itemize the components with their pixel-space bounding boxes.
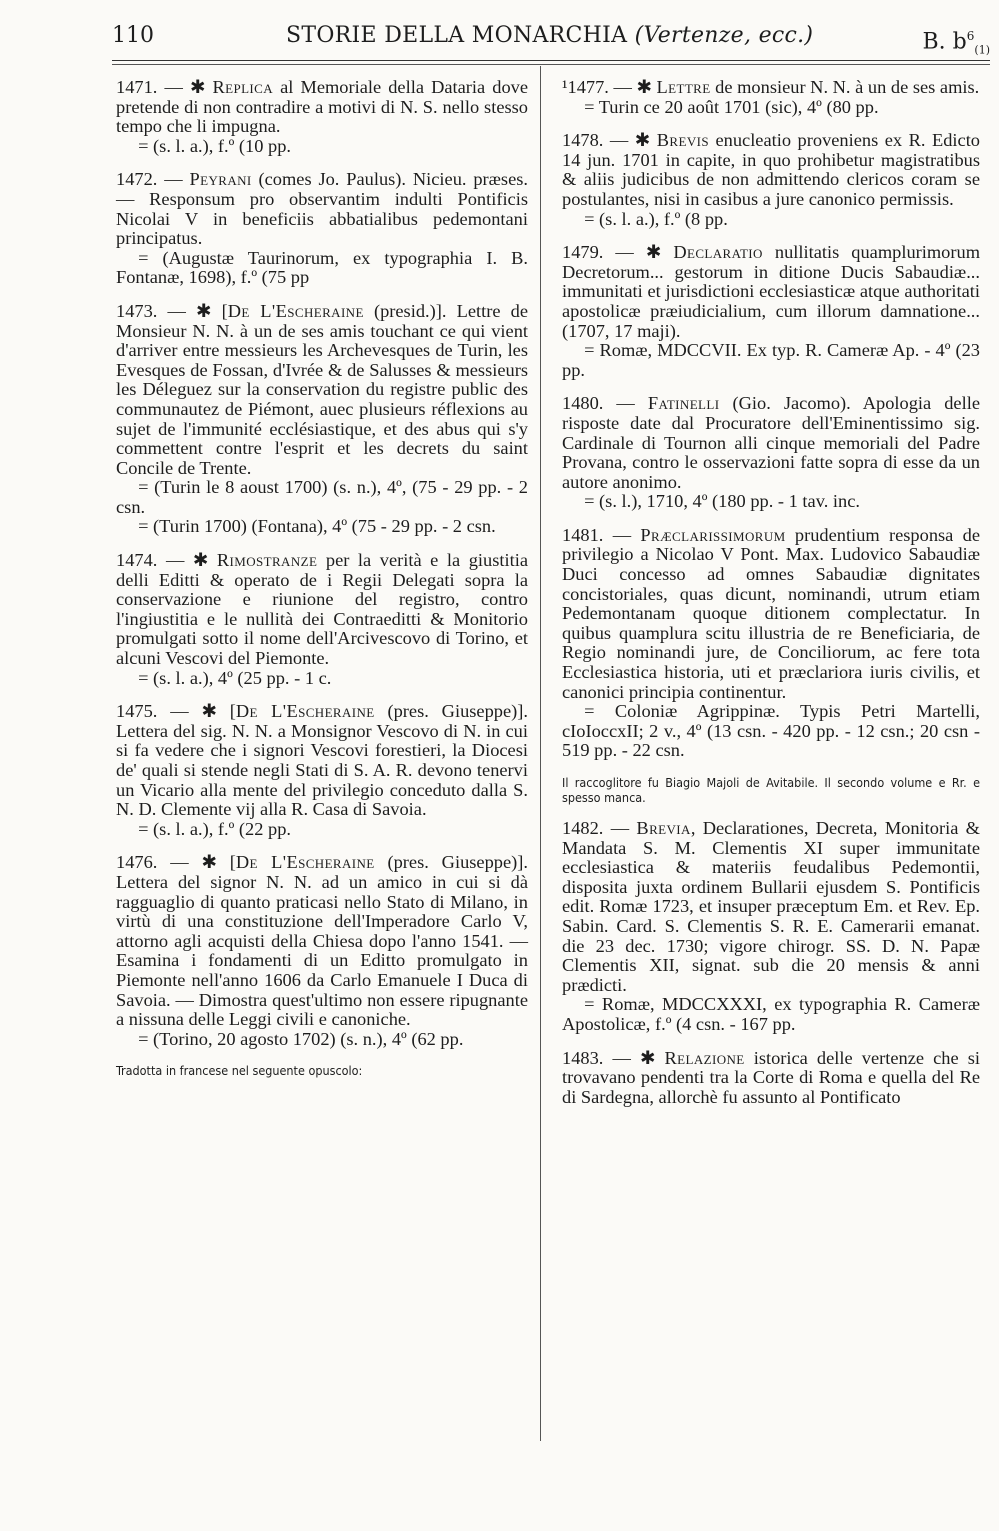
entry-heading: Præclarissimorum bbox=[640, 524, 786, 545]
entry-imprint: = Coloniæ Agrippinæ. Typis Petri Martelli, cIoIoccxII; 2 v., 4º (13 csn. - 420 pp. - 12 csn.; 20 csn - 519 pp. - 22 csn. bbox=[562, 701, 980, 761]
entry-body: (pres. Giuseppe)]. Lettera del signor N. N. ad un amico in cui si dà ragguaglio di quanto praticasi nello Stato di Milano, in virtù di una constituzione dell'Imperadore Carlo V, attorno agli acquisti della Chiesa dopo l'anno 1541. — Esamina i fondamenti di un Editto promulgato in Piemonte nell'anno 1606 da Carlo Emanuele I Duca di Savoia. — Dimostra quest'ultimo non essere ripugnante a nissuna delle Leggi civili e canoniche. bbox=[116, 852, 528, 1030]
entry-number: 1478. bbox=[562, 130, 604, 151]
entry-heading: Replica bbox=[212, 77, 274, 97]
entry-imprint: = (s. l. a.), f.º (8 pp. bbox=[584, 208, 728, 229]
signature-sup: 6 bbox=[966, 29, 975, 43]
entry-number: 1483. bbox=[562, 1047, 604, 1068]
entry-body: per la verità e la giustitia delli Editti & operato de i Regii Delegati sopra la conservazione e riunione del registro, contro l'ingiustitia e le nullità dei Contraeditti & Monitorio promulgati sotto il nome dell'Arcivescovo di Torino, et alcuni Vescovi del Piemonte. bbox=[116, 550, 528, 669]
entry-text bbox=[562, 243, 980, 341]
entry-imprint: = (s. l. a.), f.º (22 pp. bbox=[138, 818, 292, 839]
entry-heading: Lettre bbox=[656, 77, 711, 97]
entry-body: , Declarationes, Decreta, Monitoria & Mandata S. M. Clementis XI super immunitate ecclesiastica & materiis feudalibus Pedemontii, disposita juxta ordinem Bullarii ejusdem S. Pontificis edit. Romæ 1723, et insuper præceptum Em. et Rev. Ep. Sabin. Card. S. Clementis S. R. E. Camerarii emanat. die 23 dec. 1730; vigore chirogr. SS. D. N. Papæ Clementis XII, signat. sub die 20 mensis & anni prædicti. bbox=[562, 818, 980, 995]
page-number: 110 bbox=[112, 23, 154, 48]
entry-body: de monsieur N. N. à un de ses amis. bbox=[710, 77, 980, 97]
entry-dash: — ✱ bbox=[608, 77, 657, 97]
entry-imprint: = Romæ, MDCCVII. Ex typ. R. Cameræ Ap. - 4º (23 pp. bbox=[562, 340, 980, 380]
entry-dash: — bbox=[603, 524, 641, 545]
entry-dash: — ✱ bbox=[603, 130, 657, 151]
entry-heading: Peyrani bbox=[189, 169, 252, 190]
running-title bbox=[286, 16, 813, 56]
catalog-entry bbox=[116, 551, 528, 688]
entry-body: al Memoriale della Dataria dove pretende di non contradire a motivi di N. S. nello stesso tempo che li impugna. bbox=[116, 77, 529, 137]
catalog-entry bbox=[116, 302, 528, 537]
entry-heading: De L'Escheraine bbox=[227, 300, 364, 321]
catalog-entry bbox=[562, 1049, 980, 1108]
catalog-entry bbox=[116, 170, 528, 288]
entry-dash: — bbox=[603, 393, 648, 414]
entry-body: (presid.)]. Lettre de Monsieur N. N. à un de ses amis touchant ce qui vient d'arriver entre messieurs les Archevesques de Turin, les Evesques de Fossan, d'Ivrée & de Salusses & messieurs les Déleguez sur la conservation du registre public des communautez de Piémont, auec plusieurs réflexions au sujet de l'immunité ecclésiastique, et des abus qui s'y commettent contre l'esprit et les decrets du saint Concile de Trente. bbox=[116, 300, 528, 478]
entry-number: 1480. bbox=[562, 393, 604, 414]
catalog-entry bbox=[562, 131, 980, 229]
catalog-entry bbox=[116, 853, 528, 1049]
entry-heading: De L'Escheraine bbox=[235, 852, 375, 873]
entry-number: 1476. bbox=[116, 852, 158, 873]
entry-text bbox=[562, 1049, 980, 1108]
entry-dash: — ✱ [ bbox=[157, 300, 228, 321]
entry-heading: Brevia bbox=[636, 818, 691, 838]
catalog-entry bbox=[562, 78, 980, 117]
right-column bbox=[562, 78, 980, 1121]
entry-number: 1471. bbox=[116, 77, 158, 97]
entry-text bbox=[116, 853, 528, 1029]
signature-letter: B. b bbox=[922, 29, 967, 55]
entry-text bbox=[562, 526, 980, 702]
entry-body: (Gio. Jacomo). Apologia delle risposte date dal Procuratore dell'Eminentissimo sig. Cardinale di Tournon alli cinque memoriali del Padre Provana, contro le osservazioni fatte sopra di esse da un autore anonimo. bbox=[562, 393, 980, 492]
entry-text bbox=[116, 170, 528, 248]
entry-dash: — ✱ bbox=[157, 77, 213, 97]
entry-number: 1474. bbox=[116, 550, 158, 571]
entry-number: 1472. bbox=[116, 169, 158, 190]
running-header bbox=[112, 16, 990, 60]
entry-dash: — ✱ bbox=[603, 1047, 665, 1068]
entry-text bbox=[562, 394, 980, 492]
catalog-entry bbox=[116, 702, 528, 839]
entry-dash: — ✱ [ bbox=[157, 852, 236, 873]
catalog-entry bbox=[562, 243, 980, 380]
entry-imprint: = (s. l. a.), f.º (10 pp. bbox=[138, 135, 292, 156]
signature-mark bbox=[923, 16, 990, 71]
entry-imprint: = Romæ, MDCCXXXI, ex typographia R. Cameræ Apostolicæ, f.º (4 csn. - 167 pp. bbox=[562, 994, 980, 1034]
entry-imprint: = Turin ce 20 août 1701 (sic), 4º (80 pp. bbox=[584, 96, 879, 117]
catalog-entry bbox=[562, 526, 980, 761]
entry-number: 1473. bbox=[116, 300, 158, 321]
entry-text bbox=[116, 551, 528, 669]
signature-sub: (1) bbox=[974, 43, 990, 57]
entry-number: 1475. bbox=[116, 701, 158, 722]
entry-heading: Declaratio bbox=[673, 242, 763, 263]
header-rule bbox=[112, 60, 990, 61]
entry-text bbox=[562, 131, 980, 209]
entry-text bbox=[116, 78, 528, 137]
entry-text bbox=[116, 302, 528, 478]
entry-dash: — bbox=[603, 818, 637, 838]
entry-number: 1479. bbox=[562, 242, 604, 263]
entry-body: nullitatis quamplurimorum Decretorum... gestorum in ditione Ducis Sabaudiæ... immunitati et jurisdictioni ecclesiasticæ atque authoritati apostolicæ præiudicialium, cum illorum damnatione... (1707, 17 maji). bbox=[562, 242, 981, 341]
entry-heading: Relazione bbox=[664, 1047, 745, 1068]
entry-imprint: = (Torino, 20 agosto 1702) (s. n.), 4º (62 pp. bbox=[138, 1028, 464, 1049]
column-divider bbox=[540, 66, 541, 1441]
entry-text bbox=[116, 702, 528, 820]
entry-imprint: = (s. l.), 1710, 4º (180 pp. - 1 tav. inc. bbox=[584, 491, 860, 512]
entry-dash: — bbox=[157, 169, 190, 190]
entry-dash: — ✱ bbox=[157, 550, 217, 571]
left-column bbox=[116, 78, 528, 1092]
running-title-subtitle: (Vertenze, ecc.) bbox=[634, 23, 814, 48]
entry-text bbox=[562, 819, 980, 995]
entry-heading: Brevis bbox=[656, 130, 709, 151]
entry-note: Il raccoglitore fu Biagio Majoli de Avitabile. Il secondo volume e Rr. e spesso manca. bbox=[562, 775, 980, 805]
entry-number: ¹1477. bbox=[562, 77, 609, 97]
entry-body: istorica delle vertenze che si trovavano pendenti tra la Corte di Roma e quella del Re di Sardegna, allorchè fu assunto al Pontificato bbox=[562, 1047, 981, 1107]
entry-heading: De L'Escheraine bbox=[235, 701, 375, 722]
entry-body: prudentium responsa de privilegio a Nicolao V Pont. Max. Ludovico Sabaudiæ Duci concesso ad omnes Sabaudiæ dignitates concistoriales, quas dicunt, nominandi, utrum etiam Pedemontanam quoque ditionem complectatur. In quibus quamplura scitu illustria de re Beneficiaria, de Regio nominandi jure, de Conciliorum, ac fere tota Ecclesiastica historia, uti et præclariora iuris civilis, et canonici principia continentur. bbox=[562, 524, 980, 702]
entry-heading: Fatinelli bbox=[647, 393, 720, 414]
catalog-entry bbox=[562, 394, 980, 512]
entry-number: 1482. bbox=[562, 818, 604, 838]
entry-imprint: = (Augustæ Taurinorum, ex typographia I. B. Fontanæ, 1698), f.º (75 pp bbox=[116, 247, 528, 288]
header-rule-secondary bbox=[112, 64, 990, 65]
entry-body: enucleatio proveniens ex R. Edicto 14 jun. 1701 in capite, in quo prohibetur magistratibus & aliis judicibus de non admittendo clericos coram se postulantes, nisi in casibus a jure canonico permissis. bbox=[562, 130, 981, 209]
entry-dash: — ✱ bbox=[603, 242, 674, 263]
entry-number: 1481. bbox=[562, 524, 604, 545]
entry-body: (pres. Giuseppe)]. Lettera del sig. N. N. a Monsignor Vescovo di N. in cui si fa vedere che i signori Vescovi forestieri, la Diocesi de' quali si stende negli Stati di S. A. R. devono tenervi un Vicario alla mente del privilegio conceduto dalla S. N. D. Clemente vij alla R. Casa di Savoia. bbox=[116, 701, 528, 820]
entry-imprint: = (Turin le 8 aoust 1700) (s. n.), 4º, (75 - 29 pp. - 2 csn. bbox=[116, 477, 528, 517]
entry-note: Tradotta in francese nel seguente opuscolo: bbox=[116, 1063, 363, 1079]
entry-imprint-alt: = (Turin 1700) (Fontana), 4º (75 - 29 pp. - 2 csn. bbox=[138, 516, 496, 537]
running-title-main: STORIE DELLA MONARCHIA bbox=[286, 23, 628, 48]
entry-dash: — ✱ [ bbox=[157, 701, 236, 722]
entry-text bbox=[562, 78, 980, 98]
catalog-entry bbox=[116, 78, 528, 156]
entry-body: (comes Jo. Paulus). Nicieu. præses. — Responsum pro observantim indulti Pontificis Nicolai V in beneficiis abbatialibus pedemontani principatus. bbox=[116, 169, 529, 249]
entry-heading: Rimostranze bbox=[216, 550, 318, 571]
entry-imprint: = (s. l. a.), 4º (25 pp. - 1 c. bbox=[138, 667, 332, 688]
catalog-entry bbox=[562, 819, 980, 1035]
